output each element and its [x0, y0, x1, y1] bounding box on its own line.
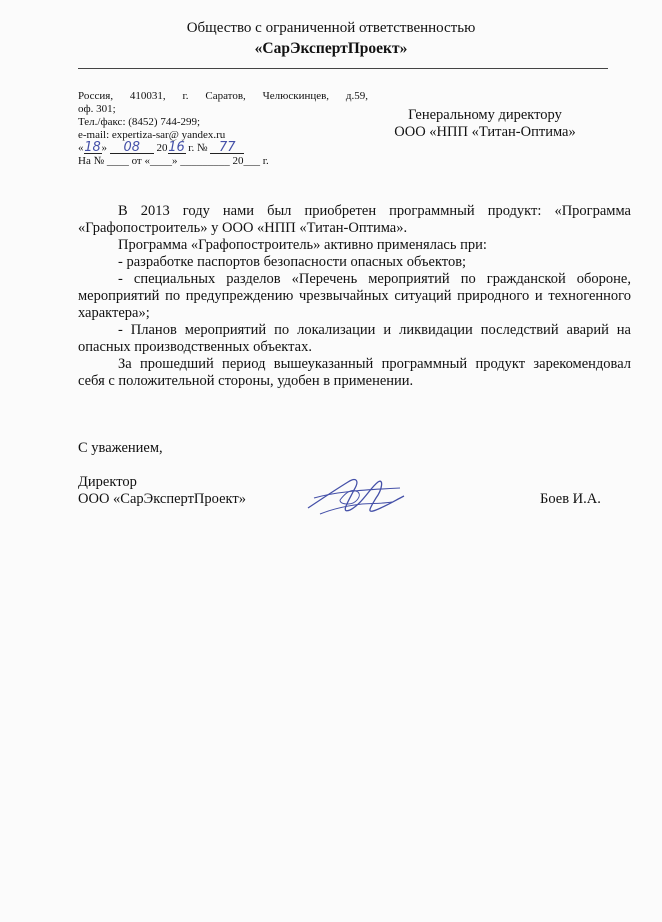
- letter-body: [78, 203, 631, 390]
- outgoing-date-row: «18» 08 2016 г. № 77: [78, 142, 368, 155]
- date-day-handwritten: 18: [84, 140, 101, 155]
- sender-block: [78, 90, 368, 168]
- reg-number-handwritten: 77: [210, 142, 244, 154]
- sender-address-line2: оф. 301;: [78, 103, 116, 115]
- paragraph-2: Программа «Графопостроитель» активно применялась при:: [118, 237, 487, 253]
- date-year-prefix: 20: [156, 142, 168, 154]
- signatory-title-line1: Директор: [78, 474, 137, 490]
- reg-number-label: г. №: [188, 142, 208, 154]
- org-name-line1: Общество с ограниченной ответственностью: [186, 20, 476, 36]
- paragraph-4: - специальных разделов «Перечень мероприятий по гражданской обороне, мероприятий по предупреждению чрезвычайных ситуаций природного и техногенного характера»;: [78, 271, 631, 321]
- paragraph-1: В 2013 году нами был приобретен программный продукт: «Программа «Графопостроитель» у ООО «НПП «Титан-Оптима».: [78, 203, 631, 236]
- date-month-handwritten: 08: [110, 142, 154, 154]
- addressee-block: [380, 107, 590, 141]
- signatory-name: Боев И.А.: [540, 491, 601, 507]
- addressee-line2: ООО «НПП «Титан-Оптима»: [394, 124, 576, 140]
- paragraph-6: За прошедший период вышеуказанный программный продукт зарекомендовал себя с положительной стороны, удобен в применении.: [78, 356, 631, 389]
- closing-salutation: С уважением,: [78, 440, 163, 456]
- handwritten-signature: [300, 470, 410, 520]
- paragraph-5: - Планов мероприятий по локализации и ликвидации последствий аварий на опасных производственных объектах.: [78, 322, 631, 355]
- signatory-title: [78, 474, 246, 508]
- signatory-title-line2: ООО «СарЭкспертПроект»: [78, 491, 246, 507]
- addressee-line1: Генеральному директору: [408, 107, 562, 123]
- sender-address-line1: Россия, 410031, г. Саратов, Челюскинцев, д.59,: [78, 90, 368, 102]
- date-year-handwritten: 16: [168, 140, 185, 155]
- sender-phone: Тел./факс: (8452) 744-299;: [78, 116, 201, 128]
- header-divider: [78, 68, 608, 69]
- sender-email: e-mail: expertiza-sar@ yandex.ru: [78, 129, 226, 141]
- org-name-line2: «СарЭкспертПроект»: [254, 40, 408, 57]
- paragraph-3: - разработке паспортов безопасности опасных объектов;: [118, 254, 467, 270]
- reply-reference-line: На № ____ от «____» _________ 20___ г.: [78, 155, 269, 167]
